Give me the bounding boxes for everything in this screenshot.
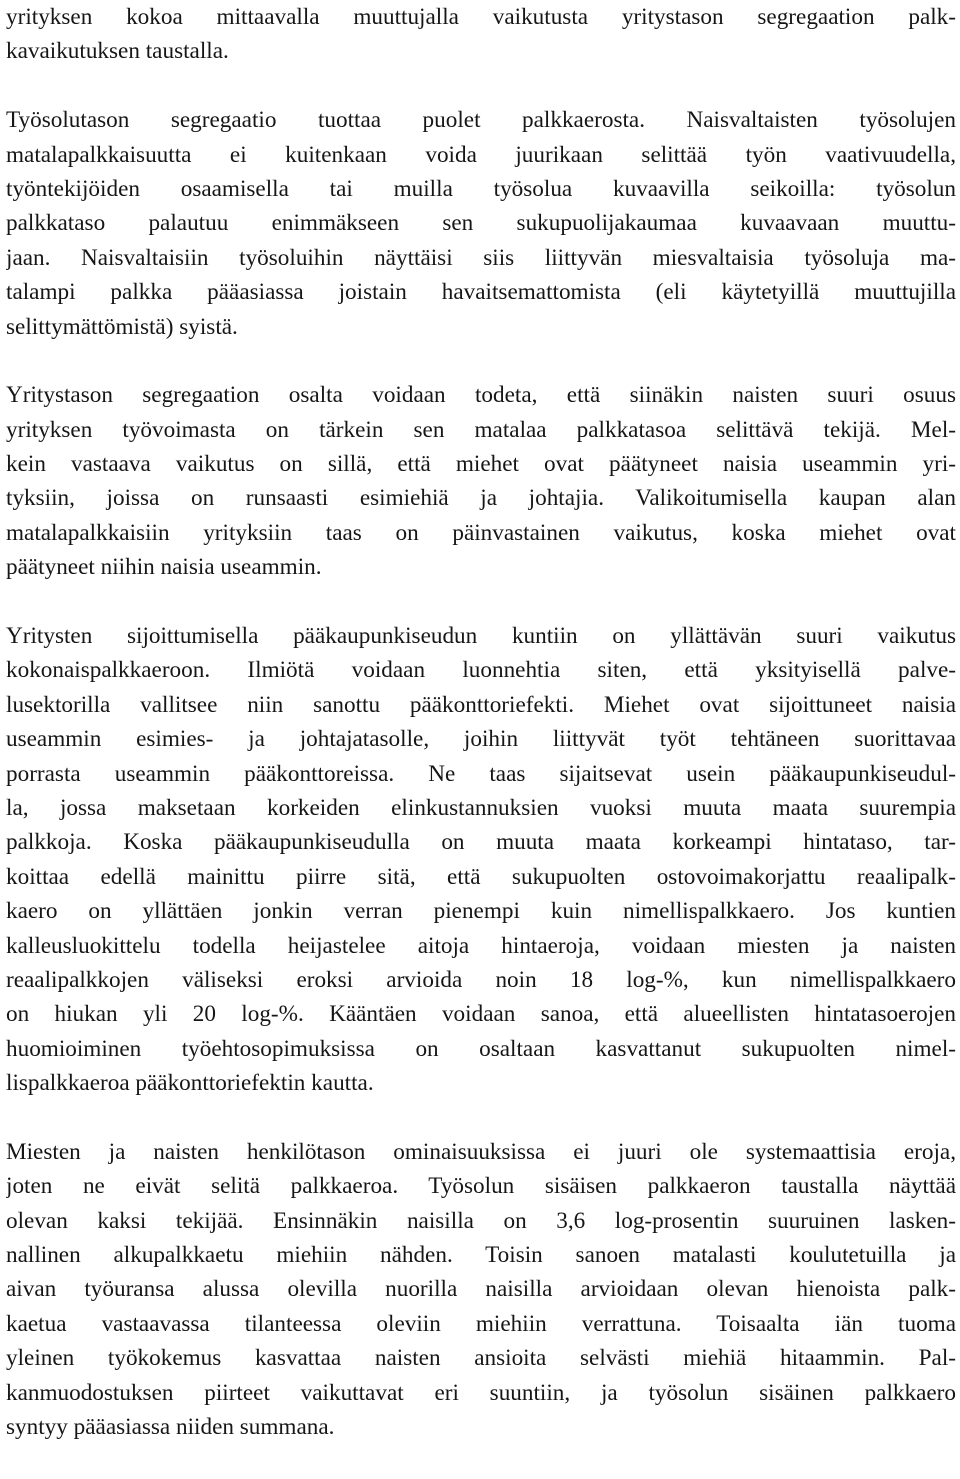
text-line: kokonaispalkkaeroon. Ilmiötä voidaan luonnehtia siten, että yksityisellä palve-	[6, 657, 956, 684]
text-line: Yritystason segregaation osalta voidaan todeta, että siinäkin naisten suuri osuus	[6, 382, 956, 409]
text-line: reaalipalkkojen väliseksi eroksi arvioida noin 18 log-%, kun nimellispalkkaero	[6, 966, 956, 993]
text-line: syntyy pääasiassa niiden summana.	[6, 1414, 335, 1441]
text-line: huomioiminen työehtosopimuksissa on osaltaan kasvattanut sukupuolten nimel-	[6, 1035, 956, 1062]
text-line: kanmuodostuksen piirteet vaikuttavat eri suuntiin, ja työsolun sisäinen palkkaero	[6, 1379, 956, 1406]
text-line: yrityksen kokoa mittaavalla muuttujalla vaikutusta yritystason segregaation palk-	[6, 4, 956, 30]
paragraph-4	[6, 619, 956, 1100]
text-line: porrasta useammin pääkonttoreissa. Ne taas sijaitsevat usein pääkaupunkiseudul-	[6, 760, 956, 787]
document-page	[6, 0, 956, 1479]
text-line: la, jossa maksetaan korkeiden elinkustannuksien vuoksi muuta maata suurempia	[6, 794, 956, 821]
text-line: Yritysten sijoittumisella pääkaupunkiseudun kuntiin on yllättävän suuri vaikutus	[6, 623, 956, 650]
text-line: kaetua vastaavassa tilanteessa oleviin miehiin verrattuna. Toisaalta iän tuoma	[6, 1310, 956, 1337]
text-line: lusektorilla vallitsee niin sanottu pääkonttoriefekti. Miehet ovat sijoittuneet naisia	[6, 691, 956, 718]
text-line: yleinen työkokemus kasvattaa naisten ansioita selvästi miehiä hitaammin. Pal-	[6, 1345, 956, 1372]
text-line: kavaikutuksen taustalla.	[6, 38, 229, 65]
text-line: palkkoja. Koska pääkaupunkiseudulla on muuta maata korkeampi hintataso, tar-	[6, 829, 956, 856]
text-line: nallinen alkupalkkaetu miehiin nähden. Toisin sanoen matalasti koulutetuilla ja	[6, 1242, 956, 1269]
text-line: Työsolutason segregaatio tuottaa puolet palkkaerosta. Naisvaltaisten työsolujen	[6, 107, 956, 134]
text-line: joten ne eivät selitä palkkaeroa. Työsolun sisäisen palkkaeron taustalla näyttää	[6, 1173, 956, 1200]
text-line: selittymättömistä) syistä.	[6, 313, 238, 340]
text-line: kalleusluokittelu todella heijastelee aitoja hintaeroja, voidaan miesten ja naisten	[6, 932, 956, 959]
paragraph-1	[6, 0, 956, 69]
text-line: tyksiin, joissa on runsaasti esimiehiä ja johtajia. Valikoitumisella kaupan alan	[6, 485, 956, 512]
text-line: matalapalkkaisuutta ei kuitenkaan voida juurikaan selittää työn vaativuudella,	[6, 141, 956, 168]
text-line: koittaa edellä mainittu piirre sitä, että sukupuolten ostovoimakorjattu reaalipalk-	[6, 863, 956, 890]
text-line: useammin esimies- ja johtajatasolle, joihin liittyvät työt tehtäneen suorittavaa	[6, 726, 956, 753]
text-line: työntekijöiden osaamisella tai muilla työsolua kuvaavilla seikoilla: työsolun	[6, 175, 956, 202]
text-line: on hiukan yli 20 log-%. Kääntäen voidaan sanoa, että alueellisten hintatasoerojen	[6, 1001, 956, 1028]
text-line: kein vastaava vaikutus on sillä, että miehet ovat päätyneet naisia useammin yri-	[6, 451, 956, 478]
text-line: matalapalkkaisiin yrityksiin taas on päinvastainen vaikutus, koska miehet ovat	[6, 519, 956, 546]
text-line: talampi palkka pääasiassa joistain havaitsemattomista (eli käytetyillä muuttujilla	[6, 279, 956, 306]
text-line: jaan. Naisvaltaisiin työsoluihin näyttäisi siis liittyvän miesvaltaisia työsoluja ma-	[6, 244, 956, 271]
paragraph-5	[6, 1135, 956, 1445]
text-line: päätyneet niihin naisia useammin.	[6, 554, 322, 581]
text-line: lispalkkaeroa pääkonttoriefektin kautta.	[6, 1070, 374, 1097]
text-line: olevan kaksi tekijää. Ensinnäkin naisilla on 3,6 log-prosentin suuruinen lasken-	[6, 1207, 956, 1234]
text-line: Miesten ja naisten henkilötason ominaisuuksissa ei juuri ole systemaattisia eroja,	[6, 1138, 956, 1165]
text-line: yrityksen työvoimasta on tärkein sen matalaa palkkatasoa selittävä tekijä. Mel-	[6, 416, 956, 443]
text-line: palkkataso palautuu enimmäkseen sen sukupuolijakaumaa kuvaavaan muuttu-	[6, 210, 956, 237]
paragraph-2	[6, 103, 956, 344]
text-line: aivan työuransa alussa olevilla nuorilla naisilla arvioidaan olevan hienoista palk-	[6, 1276, 956, 1303]
text-line: kaero on yllättäen jonkin verran pienempi kuin nimellispalkkaero. Jos kuntien	[6, 898, 956, 925]
paragraph-3	[6, 378, 956, 584]
